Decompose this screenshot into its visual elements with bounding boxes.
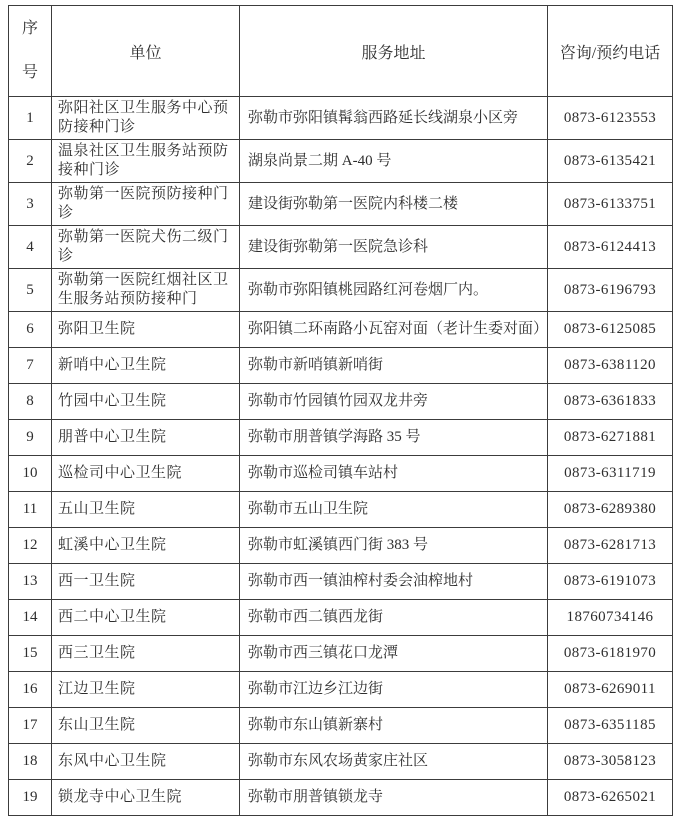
table-row: [9, 183, 673, 226]
address-cell: 弥勒市竹园镇竹园双龙井旁: [240, 384, 548, 420]
address-cell: 弥阳镇二环南路小瓦窑对面（老计生委对面）: [240, 312, 548, 348]
phone-cell: 0873-6351185: [548, 708, 673, 744]
phone-cell: 0873-6311719: [548, 456, 673, 492]
address-cell: 弥勒市东山镇新寨村: [240, 708, 548, 744]
header-address: 服务地址: [240, 6, 548, 97]
phone-cell: 0873-6196793: [548, 269, 673, 312]
unit-cell: 西三卫生院: [52, 636, 240, 672]
table-row: [9, 744, 673, 780]
unit-cell: 新哨中心卫生院: [52, 348, 240, 384]
row-number-cell: 16: [9, 672, 52, 708]
address-cell: 弥勒市五山卫生院: [240, 492, 548, 528]
row-number-cell: 6: [9, 312, 52, 348]
address-cell: 弥勒市弥阳镇桃园路红河卷烟厂内。: [240, 269, 548, 312]
phone-cell: 0873-6123553: [548, 97, 673, 140]
unit-cell: 弥勒第一医院预防接种门诊: [52, 183, 240, 226]
unit-cell: 东山卫生院: [52, 708, 240, 744]
row-number-cell: 9: [9, 420, 52, 456]
table-header: [9, 6, 673, 97]
row-number-cell: 18: [9, 744, 52, 780]
table-body: [9, 97, 673, 816]
address-cell: 湖泉尚景二期 A-40 号: [240, 140, 548, 183]
row-number-cell: 8: [9, 384, 52, 420]
table-row: [9, 97, 673, 140]
unit-cell: 锁龙寺中心卫生院: [52, 780, 240, 816]
address-cell: 弥勒市江边乡江边街: [240, 672, 548, 708]
unit-cell: 江边卫生院: [52, 672, 240, 708]
table-row: [9, 269, 673, 312]
address-cell: 建设街弥勒第一医院内科楼二楼: [240, 183, 548, 226]
row-number-cell: 1: [9, 97, 52, 140]
phone-cell: 18760734146: [548, 600, 673, 636]
unit-cell: 弥阳卫生院: [52, 312, 240, 348]
row-number-cell: 11: [9, 492, 52, 528]
row-number-cell: 7: [9, 348, 52, 384]
table-row: [9, 600, 673, 636]
table-row: [9, 140, 673, 183]
address-cell: 弥勒市西二镇西龙街: [240, 600, 548, 636]
address-cell: 弥勒市西一镇油榨村委会油榨地村: [240, 564, 548, 600]
phone-cell: 0873-6361833: [548, 384, 673, 420]
unit-cell: 西二中心卫生院: [52, 600, 240, 636]
table-row: [9, 564, 673, 600]
address-cell: 弥勒市弥阳镇髯翁西路延长线湖泉小区旁: [240, 97, 548, 140]
table-row: [9, 528, 673, 564]
phone-cell: 0873-6381120: [548, 348, 673, 384]
row-number-cell: 15: [9, 636, 52, 672]
table-row: [9, 226, 673, 269]
row-number-cell: 10: [9, 456, 52, 492]
row-number-cell: 2: [9, 140, 52, 183]
address-cell: 弥勒市朋普镇锁龙寺: [240, 780, 548, 816]
unit-cell: 弥勒第一医院犬伤二级门诊: [52, 226, 240, 269]
table-row: [9, 780, 673, 816]
unit-cell: 虹溪中心卫生院: [52, 528, 240, 564]
row-number-cell: 17: [9, 708, 52, 744]
address-cell: 弥勒市新哨镇新哨街: [240, 348, 548, 384]
clinic-table: [8, 5, 673, 816]
address-cell: 弥勒市巡检司镇车站村: [240, 456, 548, 492]
unit-cell: 竹园中心卫生院: [52, 384, 240, 420]
row-number-cell: 4: [9, 226, 52, 269]
row-number-cell: 5: [9, 269, 52, 312]
header-seq-label: 序号: [21, 20, 38, 81]
phone-cell: 0873-6191073: [548, 564, 673, 600]
unit-cell: 弥勒第一医院红烟社区卫生服务站预防接种门: [52, 269, 240, 312]
phone-cell: 0873-6135421: [548, 140, 673, 183]
table-row: [9, 492, 673, 528]
phone-cell: 0873-6271881: [548, 420, 673, 456]
phone-cell: 0873-6265021: [548, 780, 673, 816]
unit-cell: 西一卫生院: [52, 564, 240, 600]
table-row: [9, 384, 673, 420]
phone-cell: 0873-6281713: [548, 528, 673, 564]
row-number-cell: 19: [9, 780, 52, 816]
phone-cell: 0873-6269011: [548, 672, 673, 708]
address-cell: 弥勒市虹溪镇西门街 383 号: [240, 528, 548, 564]
header-phone: 咨询/预约电话: [548, 6, 673, 97]
address-cell: 弥勒市朋普镇学海路 35 号: [240, 420, 548, 456]
table-row: [9, 312, 673, 348]
address-cell: 弥勒市西三镇花口龙潭: [240, 636, 548, 672]
unit-cell: 五山卫生院: [52, 492, 240, 528]
header-seq: [9, 6, 52, 97]
phone-cell: 0873-3058123: [548, 744, 673, 780]
table-row: [9, 456, 673, 492]
header-row: [9, 6, 673, 97]
unit-cell: 朋普中心卫生院: [52, 420, 240, 456]
row-number-cell: 14: [9, 600, 52, 636]
row-number-cell: 12: [9, 528, 52, 564]
address-cell: 弥勒市东风农场黄家庄社区: [240, 744, 548, 780]
unit-cell: 弥阳社区卫生服务中心预防接种门诊: [52, 97, 240, 140]
table-row: [9, 636, 673, 672]
phone-cell: 0873-6181970: [548, 636, 673, 672]
table-row: [9, 348, 673, 384]
phone-cell: 0873-6133751: [548, 183, 673, 226]
phone-cell: 0873-6124413: [548, 226, 673, 269]
unit-cell: 温泉社区卫生服务站预防接种门诊: [52, 140, 240, 183]
unit-cell: 东风中心卫生院: [52, 744, 240, 780]
address-cell: 建设街弥勒第一医院急诊科: [240, 226, 548, 269]
table-row: [9, 708, 673, 744]
table-row: [9, 420, 673, 456]
header-unit: 单位: [52, 6, 240, 97]
row-number-cell: 13: [9, 564, 52, 600]
table-row: [9, 672, 673, 708]
phone-cell: 0873-6289380: [548, 492, 673, 528]
unit-cell: 巡检司中心卫生院: [52, 456, 240, 492]
row-number-cell: 3: [9, 183, 52, 226]
phone-cell: 0873-6125085: [548, 312, 673, 348]
